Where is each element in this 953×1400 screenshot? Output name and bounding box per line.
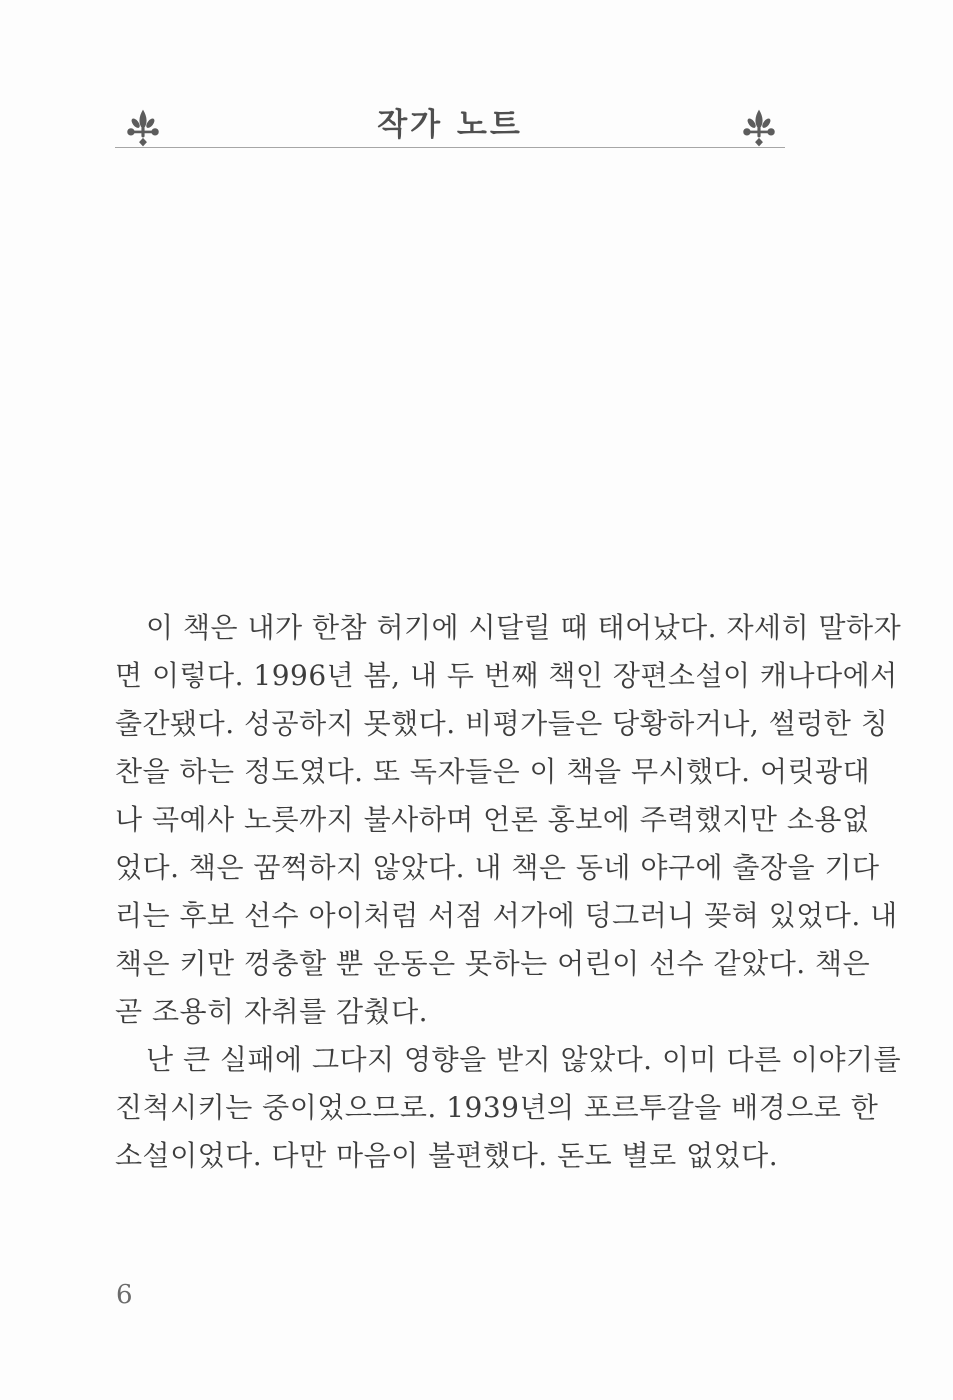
chapter-header (115, 98, 785, 150)
text-line: 출간됐다. 성공하지 못했다. 비평가들은 당황하거나, 썰렁한 칭 (115, 707, 889, 740)
page-number: 6 (116, 1280, 133, 1310)
body-text (115, 604, 902, 1180)
text-line: 면 이렇다. 1996년 봄, 내 두 번째 책인 장편소설이 캐나다에서 (115, 659, 898, 692)
text-line: 나 곡예사 노릇까지 불사하며 언론 홍보에 주력했지만 소용없 (115, 803, 870, 836)
text-line: 진척시키는 중이었으므로. 1939년의 포르투갈을 배경으로 한 (115, 1091, 879, 1124)
text-line: 리는 후보 선수 아이처럼 서점 서가에 덩그러니 꽂혀 있었다. 내 (115, 899, 898, 932)
text-line: 곧 조용히 자취를 감췄다. (115, 995, 429, 1028)
text-line: 소설이었다. 다만 마음이 불편했다. 돈도 별로 없었다. (115, 1139, 779, 1172)
text-line: 었다. 책은 꿈쩍하지 않았다. 내 책은 동네 야구에 출장을 기다 (115, 851, 880, 884)
header-rule (115, 147, 785, 148)
chapter-title: 작가 노트 (377, 107, 523, 143)
text-line: 책은 키만 껑충할 뿐 운동은 못하는 어린이 선수 같았다. 책은 (115, 947, 871, 980)
text-line: 난 큰 실패에 그다지 영향을 받지 않았다. 이미 다른 이야기를 (146, 1043, 902, 1076)
text-line: 이 책은 내가 한참 허기에 시달릴 때 태어났다. 자세히 말하자 (146, 611, 902, 644)
text-line: 찬을 하는 정도였다. 또 독자들은 이 책을 무시했다. 어릿광대 (115, 755, 871, 788)
fleur-ornament-icon (743, 108, 775, 150)
